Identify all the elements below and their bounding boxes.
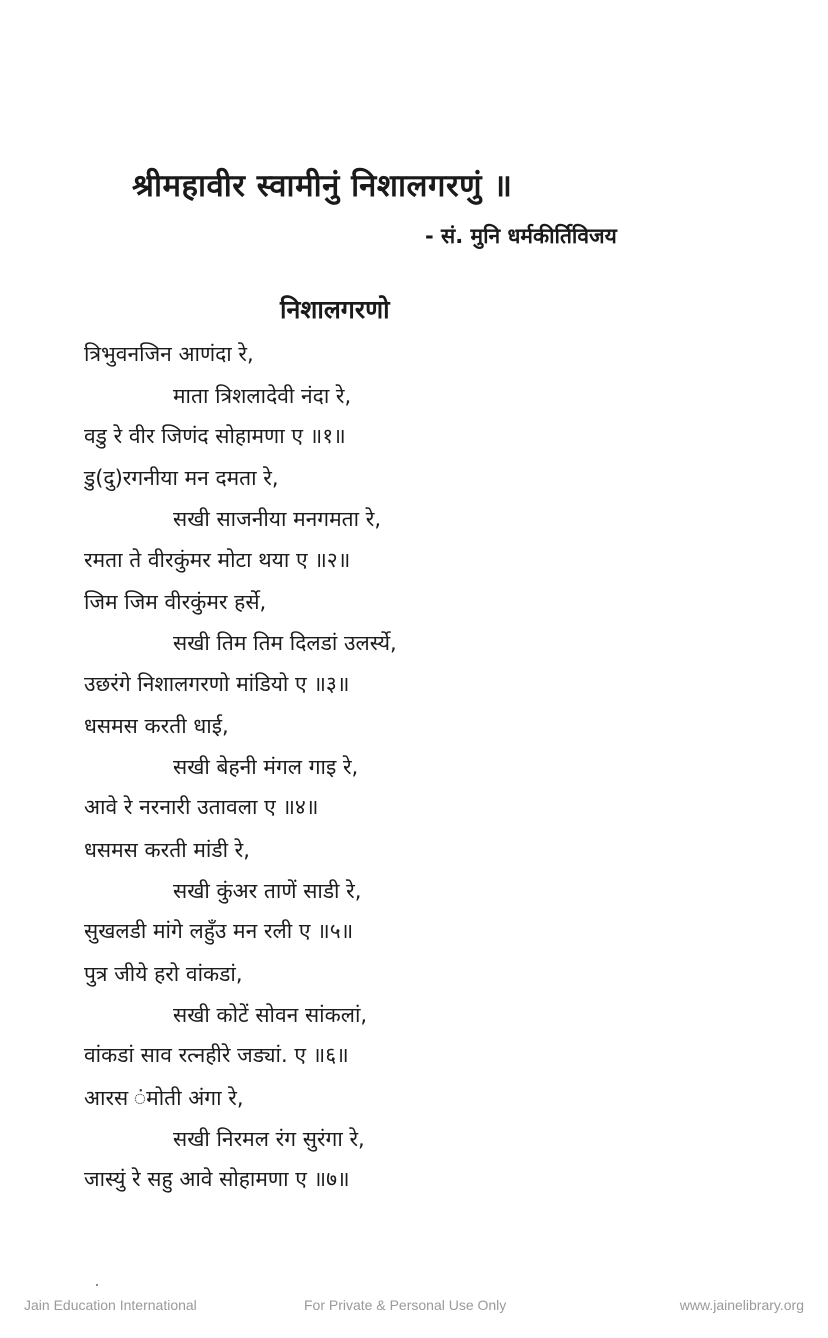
scan-speck (96, 1284, 98, 1286)
verse-line: जिम जिम वीरकुंमर हर्से, (84, 590, 267, 614)
verse-line: आवे रे नरनारी उतावला ए ॥४॥ (84, 795, 319, 819)
footer-usage-note: For Private & Personal Use Only (304, 1297, 507, 1313)
verse-line: माता त्रिशलादेवी नंदा रे, (173, 384, 352, 408)
verse-line: सखी कुंअर ताणें साडी रे, (173, 879, 362, 903)
page-title: श्रीमहावीर स्वामीनुं निशालगरणुं ॥ (132, 168, 513, 204)
verse-line: धसमस करती मांडी रे, (84, 838, 250, 862)
verse-line: जास्युं रे सहु आवे सोहामणा ए ॥७॥ (84, 1167, 350, 1191)
verse-line: सखी तिम तिम दिलडां उलर्स्ये, (173, 631, 397, 655)
verse-line: आरस ंमोती अंगा रे, (84, 1086, 244, 1110)
footer-website-link[interactable]: www.jainelibrary.org (679, 1297, 804, 1313)
footer-publisher: Jain Education International (24, 1297, 197, 1313)
editor-credit: - सं. मुनि धर्मकीर्तिविजय (425, 224, 617, 248)
verse-line: डु(दु)रगनीया मन दमता रे, (84, 466, 279, 490)
verse-line: वडु रे वीर जिणंद सोहामणा ए ॥१॥ (84, 424, 346, 448)
verse-line: सखी बेहनी मंगल गाइ रे, (173, 755, 359, 779)
verse-line: धसमस करती धाई, (84, 714, 229, 738)
verse-line: सखी कोटें सोवन सांकलां, (173, 1003, 368, 1027)
verse-line: सखी निरमल रंग सुरंगा रे, (173, 1127, 365, 1151)
verse-line: सखी साजनीया मनगमता रे, (173, 507, 382, 531)
verse-line: रमता ते वीरकुंमर मोटा थया ए ॥२॥ (84, 548, 351, 572)
verse-line: सुखलडी मांगे लहुँउ मन रली ए ॥५॥ (84, 919, 354, 943)
verse-line: उछरंगे निशालगरणो मांडियो ए ॥३॥ (84, 672, 350, 696)
verse-line: वांकडां साव रत्नहीरे जड्यां. ए ॥६॥ (84, 1043, 349, 1067)
verse-line: पुत्र जीये हरो वांकडां, (84, 962, 243, 986)
verse-line: त्रिभुवनजिन आणंदा रे, (84, 342, 254, 366)
section-heading: निशालगरणो (280, 295, 390, 324)
